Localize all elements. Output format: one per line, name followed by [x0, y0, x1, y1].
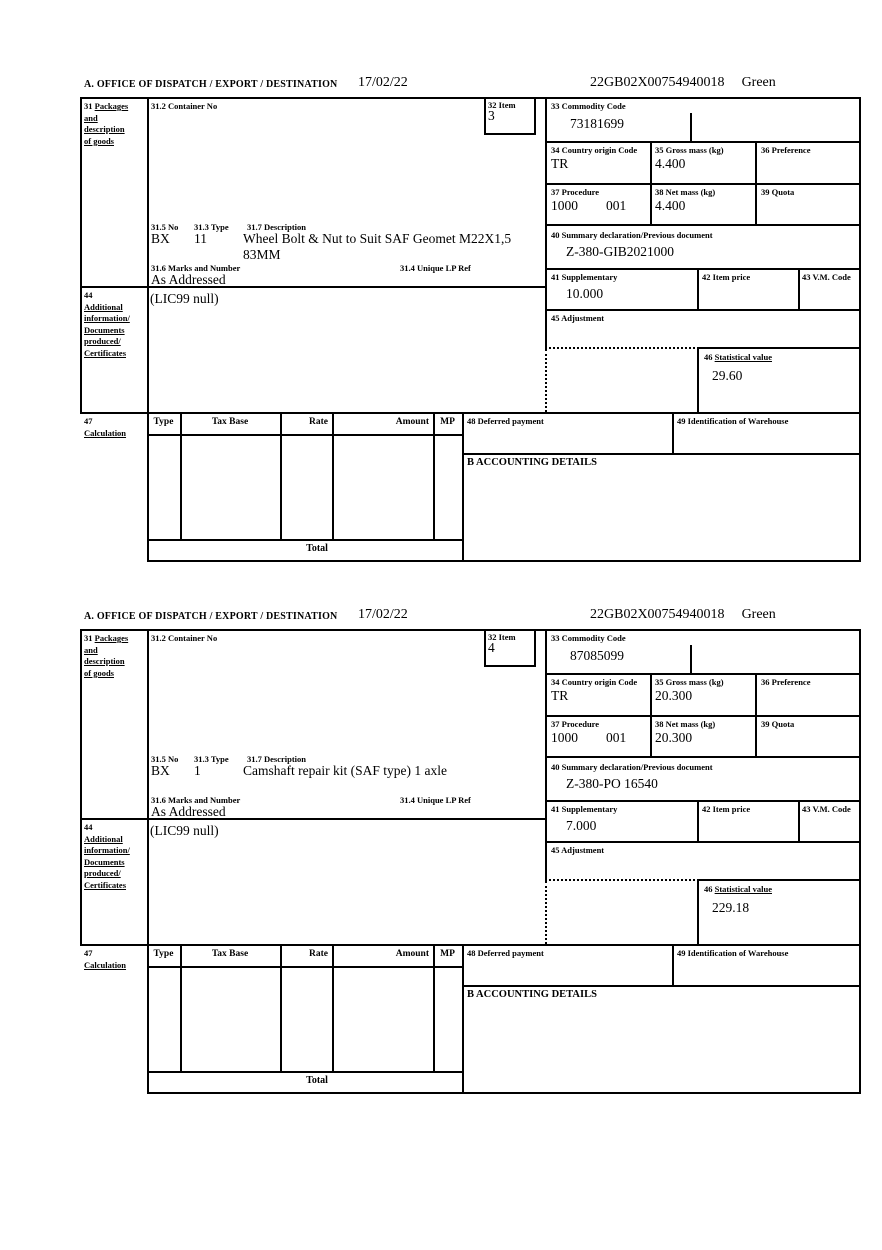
dotted-top-border — [545, 347, 699, 349]
country-origin-value: TR — [551, 156, 569, 171]
dotted-left-border — [545, 349, 547, 412]
box31-4-lp-ref-label: 31.4 Unique LP Ref — [400, 263, 471, 273]
table-right-border — [859, 629, 861, 1094]
dotted-top-border — [545, 879, 699, 881]
box34-country-origin-label: 34 Country origin Code — [551, 145, 638, 155]
box40-summary-declaration-label: 40 Summary declaration/Previous document — [551, 762, 713, 772]
routing-status: Green — [741, 607, 776, 622]
calc-header-amount: Amount — [395, 949, 429, 959]
right-column-left-border — [545, 629, 547, 881]
office-of-dispatch-title: A. OFFICE OF DISPATCH / EXPORT / DESTINATION — [84, 79, 338, 90]
package-type-value: 1 — [194, 763, 201, 778]
col35-36-divider — [755, 673, 757, 758]
routing-status: Green — [741, 75, 776, 90]
marks-and-numbers-value: As Addressed — [151, 804, 226, 819]
accounting-details-label: B ACCOUNTING DETAILS — [467, 457, 597, 468]
box42-item-price-label: 42 Item price — [702, 272, 751, 282]
box31-6-marks-label: 31.6 Marks and Number — [151, 795, 241, 805]
total-row-bottom-border — [147, 560, 860, 562]
col34-35-divider — [650, 141, 652, 226]
office-of-dispatch-title: A. OFFICE OF DISPATCH / EXPORT / DESTINATION — [84, 611, 338, 622]
right-column-left-border — [545, 97, 547, 349]
calc-body-bottom-border — [147, 539, 464, 541]
commodity-code-divider — [690, 645, 692, 673]
calc-col2-divider — [280, 944, 282, 1073]
calc-header-type: Type — [153, 417, 174, 427]
table-right-border — [859, 97, 861, 562]
box31-2-container-label: 31.2 Container No — [151, 101, 218, 111]
supplementary-units-value: 7.000 — [566, 818, 597, 833]
declaration-item-section — [80, 607, 861, 1097]
dotted-left-border — [545, 881, 547, 944]
procedure-value: 1000 001 — [551, 730, 627, 745]
box43-vm-code-label: 43 V.M. Code — [802, 804, 851, 814]
box48-deferred-payment-label: 48 Deferred payment — [467, 416, 544, 426]
declaration-item-section — [80, 75, 861, 565]
box41-supplementary-label: 41 Supplementary — [551, 804, 618, 814]
mrn-number: 22GB02X00754940018 — [590, 75, 725, 90]
box42-item-price-label: 42 Item price — [702, 804, 751, 814]
calc-col3-divider — [332, 412, 334, 541]
mrn-number: 22GB02X00754940018 — [590, 607, 725, 622]
calc-header-bottom-border — [147, 434, 464, 436]
box31-3-type-label: 31.3 Type — [194, 754, 229, 764]
calc-col1-divider — [180, 944, 182, 1073]
box33-commodity-label: 33 Commodity Code — [551, 101, 626, 111]
goods-description-value: Wheel Bolt & Nut to Suit SAF Geomet M22X1,5 — [243, 231, 512, 246]
box41-supplementary-label: 41 Supplementary — [551, 272, 618, 282]
total-row-bottom-border — [147, 1092, 860, 1094]
box31-5-no-label: 31.5 No — [151, 754, 179, 764]
box49-warehouse-label: 49 Identification of Warehouse — [677, 948, 789, 958]
calc-col1-divider — [180, 412, 182, 541]
calc-header-mp: MP — [440, 949, 455, 959]
box37-procedure-label: 37 Procedure — [551, 719, 600, 729]
calc-col4-divider — [433, 412, 435, 541]
accounting-details-label: B ACCOUNTING DETAILS — [467, 989, 597, 1000]
row37-bottom-border — [545, 756, 861, 758]
table-top-border — [80, 629, 861, 631]
additional-information-value: (LIC99 null) — [150, 823, 219, 838]
box38-net-mass-label: 38 Net mass (kg) — [655, 719, 716, 729]
declaration-reference — [590, 607, 776, 623]
calc-header-tax-base: Tax Base — [211, 949, 249, 959]
goods-description-value-line2: 83MM — [243, 247, 281, 262]
declaration-date: 17/02/22 — [358, 607, 408, 622]
calc-header-tax-base: Tax Base — [211, 417, 249, 427]
net-mass-value: 4.400 — [655, 198, 686, 213]
box48-deferred-payment-label: 48 Deferred payment — [467, 948, 544, 958]
label-column-divider — [147, 629, 149, 1094]
row41-bottom-border — [545, 309, 861, 311]
accounting-top-border — [462, 985, 861, 987]
calc-header-bottom-border — [147, 966, 464, 968]
procedure-qualifier-value: 001 — [606, 730, 627, 745]
box31-2-container-label: 31.2 Container No — [151, 633, 218, 643]
box46-statistical-value-label: 46 Statistical value — [704, 352, 772, 362]
country-origin-value: TR — [551, 688, 569, 703]
goods-description-value: Camshaft repair kit (SAF type) 1 axle — [243, 763, 447, 778]
box45-adjustment-label: 45 Adjustment — [551, 845, 605, 855]
row47-top-border — [80, 412, 861, 414]
statistical-value: 229.18 — [712, 900, 750, 915]
declaration-date: 17/02/22 — [358, 75, 408, 90]
box47-calculation-label: 47 Calculation — [84, 948, 127, 970]
box33-bottom-border — [545, 141, 861, 143]
box45-adjustment-label: 45 Adjustment — [551, 313, 605, 323]
item-number-value: 4 — [488, 640, 495, 655]
box36-preference-label: 36 Preference — [761, 145, 811, 155]
row47-top-border — [80, 944, 861, 946]
row34-bottom-border — [545, 715, 861, 717]
box33-commodity-label: 33 Commodity Code — [551, 633, 626, 643]
box31-4-lp-ref-label: 31.4 Unique LP Ref — [400, 795, 471, 805]
net-mass-value: 20.300 — [655, 730, 693, 745]
box44-additional-info-label: 44 Additional information/ Documents produced/ Certificates — [84, 822, 130, 890]
box36-preference-label: 36 Preference — [761, 677, 811, 687]
col41-42-divider — [697, 800, 699, 843]
col42-43-divider — [798, 800, 800, 843]
box40-bottom-border — [545, 800, 861, 802]
summary-declaration-value: Z-380-PO 16540 — [566, 776, 658, 791]
procedure-qualifier-value: 001 — [606, 198, 627, 213]
calc-header-amount: Amount — [395, 417, 429, 427]
box48-49-divider — [672, 412, 674, 455]
calc-header-rate: Rate — [309, 949, 328, 959]
box47-calculation-label: 47 Calculation — [84, 416, 127, 438]
calc-col2-divider — [280, 412, 282, 541]
box31-7-description-label: 31.7 Description — [247, 222, 307, 232]
box49-warehouse-label: 49 Identification of Warehouse — [677, 416, 789, 426]
commodity-code-value: 87085099 — [570, 648, 624, 663]
calc-total-label: Total — [306, 543, 328, 554]
row41-bottom-border — [545, 841, 861, 843]
box31-5-no-label: 31.5 No — [151, 222, 179, 232]
calc-header-mp: MP — [440, 417, 455, 427]
statistical-value: 29.60 — [712, 368, 743, 383]
calc-col4-divider — [433, 944, 435, 1073]
package-no-value: BX — [151, 231, 170, 246]
box40-bottom-border — [545, 268, 861, 270]
calc-header-rate: Rate — [309, 417, 328, 427]
box31-6-marks-label: 31.6 Marks and Number — [151, 263, 241, 273]
box43-vm-code-label: 43 V.M. Code — [802, 272, 851, 282]
marks-and-numbers-value: As Addressed — [151, 272, 226, 287]
box39-quota-label: 39 Quota — [761, 719, 795, 729]
box46-statistical-value-label: 46 Statistical value — [704, 884, 772, 894]
calc-header-type: Type — [153, 949, 174, 959]
box35-gross-mass-label: 35 Gross mass (kg) — [655, 145, 724, 155]
col35-36-divider — [755, 141, 757, 226]
calc-body-bottom-border — [147, 1071, 464, 1073]
supplementary-units-value: 10.000 — [566, 286, 604, 301]
label-column-divider — [147, 97, 149, 562]
calc-col3-divider — [332, 944, 334, 1073]
box39-quota-label: 39 Quota — [761, 187, 795, 197]
commodity-code-divider — [690, 113, 692, 141]
col41-42-divider — [697, 268, 699, 311]
gross-mass-value: 4.400 — [655, 156, 686, 171]
box31-packages-label: 31 Packages and description of goods — [84, 101, 129, 146]
commodity-code-value: 73181699 — [570, 116, 624, 131]
calc-total-label: Total — [306, 1075, 328, 1086]
item-number-value: 3 — [488, 108, 495, 123]
col34-35-divider — [650, 673, 652, 758]
col42-43-divider — [798, 268, 800, 311]
box31-packages-label: 31 Packages and description of goods — [84, 633, 129, 678]
summary-declaration-value: Z-380-GIB2021000 — [566, 244, 674, 259]
procedure-value: 1000 001 — [551, 198, 627, 213]
box48-49-divider — [672, 944, 674, 987]
accounting-top-border — [462, 453, 861, 455]
box35-gross-mass-label: 35 Gross mass (kg) — [655, 677, 724, 687]
box40-summary-declaration-label: 40 Summary declaration/Previous document — [551, 230, 713, 240]
box32-item-label: 32 Item — [488, 100, 516, 110]
table-left-border — [80, 629, 82, 946]
box31-3-type-label: 31.3 Type — [194, 222, 229, 232]
box37-procedure-label: 37 Procedure — [551, 187, 600, 197]
box32-item-label: 32 Item — [488, 632, 516, 642]
box38-net-mass-label: 38 Net mass (kg) — [655, 187, 716, 197]
row34-bottom-border — [545, 183, 861, 185]
declaration-reference — [590, 75, 776, 91]
box33-bottom-border — [545, 673, 861, 675]
box34-country-origin-label: 34 Country origin Code — [551, 677, 638, 687]
gross-mass-value: 20.300 — [655, 688, 693, 703]
package-no-value: BX — [151, 763, 170, 778]
additional-information-value: (LIC99 null) — [150, 291, 219, 306]
row37-bottom-border — [545, 224, 861, 226]
table-top-border — [80, 97, 861, 99]
box31-7-description-label: 31.7 Description — [247, 754, 307, 764]
box44-additional-info-label: 44 Additional information/ Documents produced/ Certificates — [84, 290, 130, 358]
table-left-border — [80, 97, 82, 414]
package-type-value: 11 — [194, 231, 207, 246]
